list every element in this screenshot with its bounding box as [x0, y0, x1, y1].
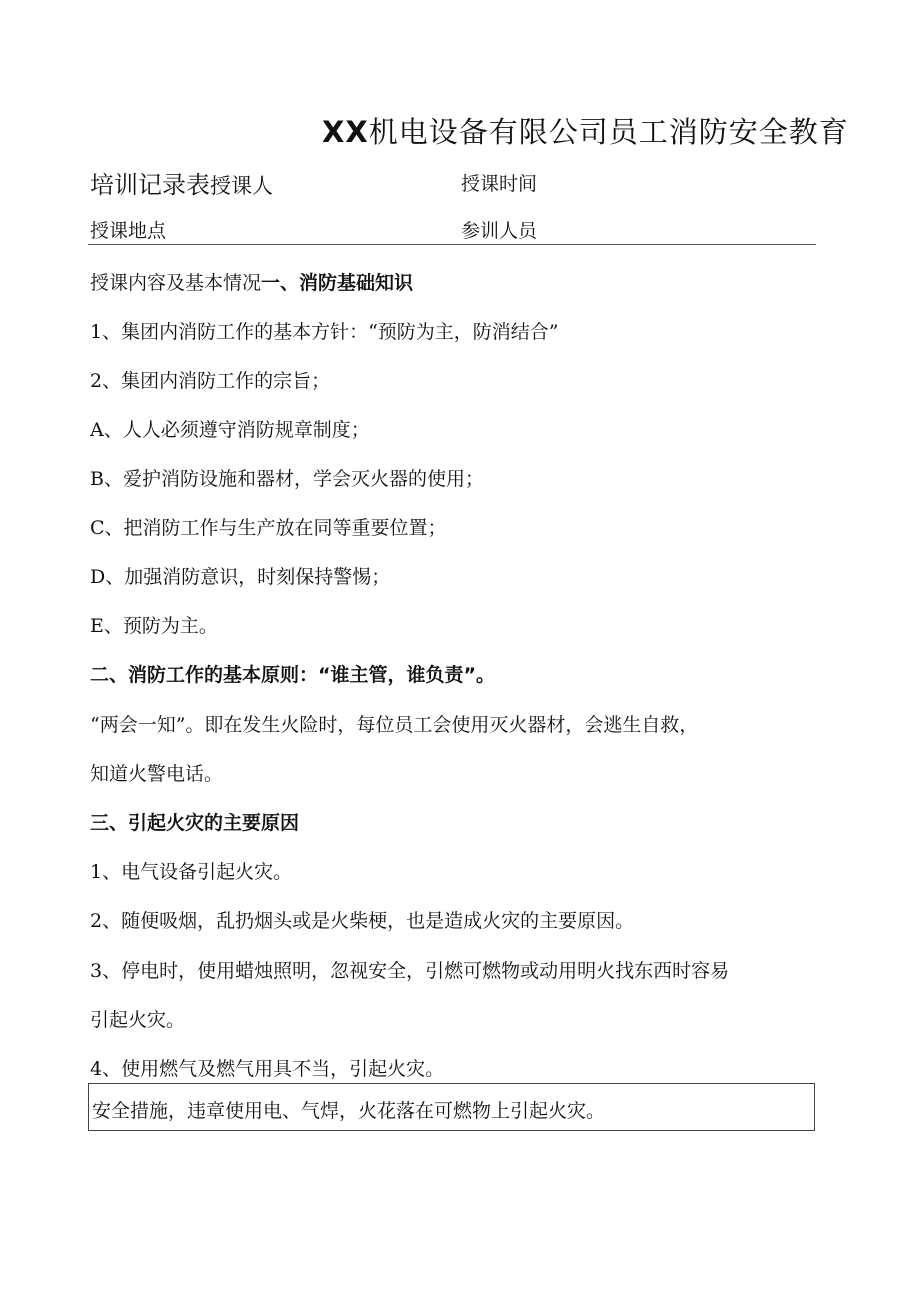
section2-heading: 二、消防工作的基本原则：“谁主管，谁负责”。	[90, 664, 495, 686]
list-item: 3、停电时，使用蜡烛照明，忽视安全，引燃可燃物或动用明火找东西时容易	[90, 960, 730, 982]
instructor-label: 授课人	[210, 174, 273, 198]
attendees-label: 参训人员	[461, 220, 538, 242]
list-item: E、预防为主。	[90, 615, 218, 637]
title-text: 机电设备有限公司员工消防安全教育	[368, 115, 849, 149]
list-item: 1、集团内消防工作的基本方针：“预防为主，防消结合”	[90, 321, 559, 343]
time-label: 授课时间	[461, 173, 538, 195]
list-item: 4、使用燃气及燃气用具不当，引起火灾。	[90, 1058, 445, 1080]
document-title	[322, 110, 849, 151]
list-item: 1、电气设备引起火灾。	[90, 861, 293, 883]
intro-label: 授课内容及基本情况	[90, 272, 262, 294]
content-intro-line	[90, 268, 413, 295]
list-item: 2、集团内消防工作的宗旨；	[90, 370, 331, 392]
paragraph-line: “两会一知”。即在发生火险时，每位员工会使用灭火器材，会逃生自救，	[90, 714, 699, 736]
list-item: B、爱护消防设施和器材，学会灭火器的使用；	[90, 468, 484, 490]
section1-heading: 一、消防基础知识	[261, 272, 414, 294]
header-divider	[88, 244, 816, 245]
list-item: C、把消防工作与生产放在同等重要位置；	[90, 517, 447, 539]
title-prefix: XX	[322, 115, 369, 149]
list-item: 引起火灾。	[90, 1009, 186, 1031]
paragraph-line: 知道火警电话。	[90, 763, 224, 785]
list-item: D、加强消防意识，时刻保持警惕；	[90, 566, 391, 588]
record-header-row	[90, 165, 273, 200]
safety-measures-box	[88, 1083, 815, 1131]
location-label: 授课地点	[90, 220, 167, 242]
list-item: A、人人必须遵守消防规章制度；	[90, 419, 370, 441]
record-title: 培训记录表	[90, 171, 210, 199]
section3-heading: 三、引起火灾的主要原因	[90, 812, 300, 834]
list-item: 2、随便吸烟，乱扔烟头或是火柴梗，也是造成火灾的主要原因。	[90, 910, 635, 932]
safety-measures-text: 安全措施，违章使用电、气焊，火花落在可燃物上引起火灾。	[92, 1100, 606, 1122]
